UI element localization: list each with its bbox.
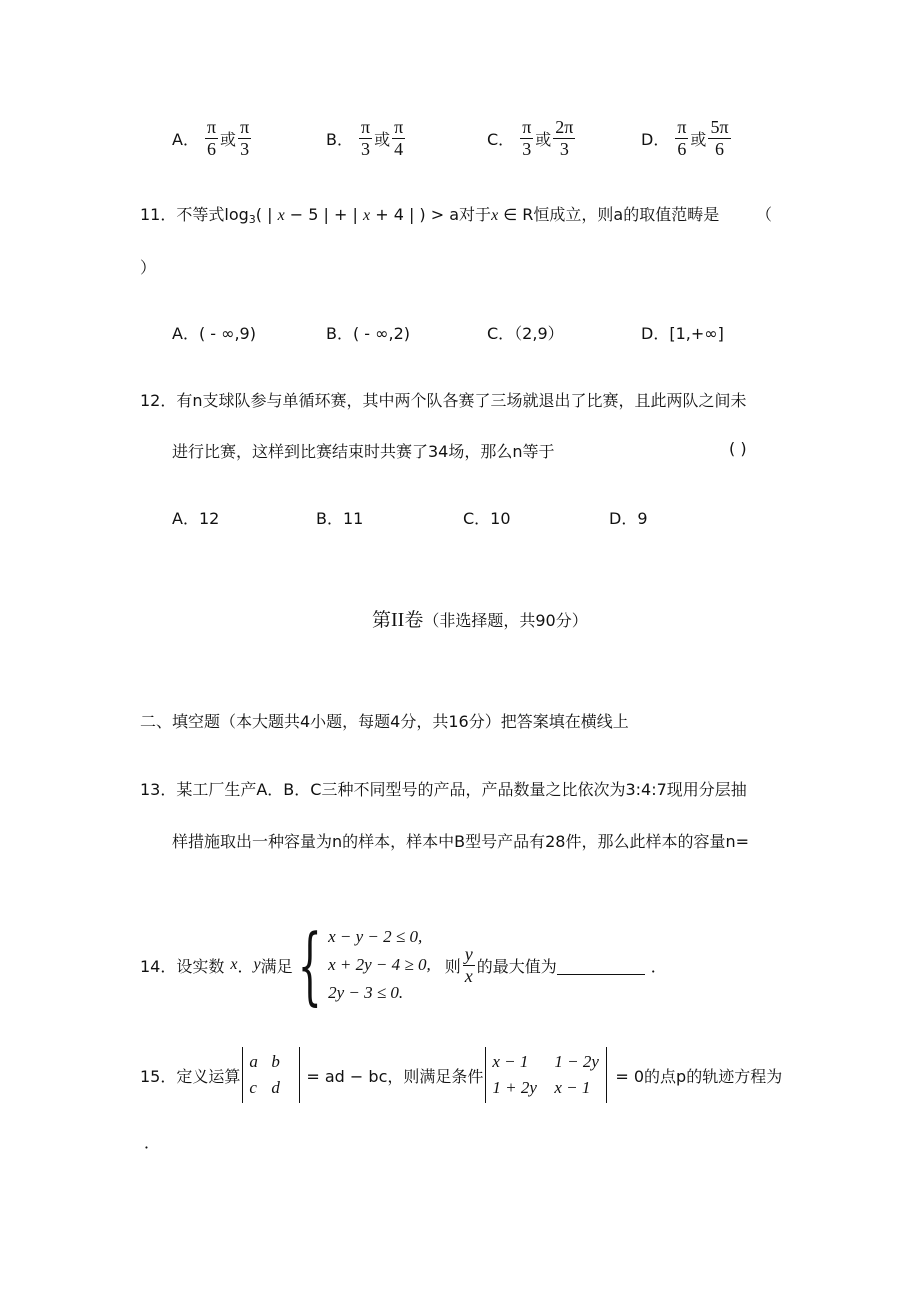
q15-mid: = ad − bc，则满足条件 <box>306 1066 484 1086</box>
q12-option-d: D．9 <box>609 509 648 528</box>
det-cell: d <box>271 1078 280 1097</box>
q10-option-c <box>487 118 577 159</box>
q10-options-row <box>172 116 772 164</box>
or-word: 或 <box>690 129 707 149</box>
denominator: 3 <box>240 138 250 159</box>
q10-option-a <box>172 118 253 159</box>
var-x: x <box>277 207 285 224</box>
q14 <box>140 916 667 1014</box>
det-cell: c <box>249 1078 257 1097</box>
part2-roman: II <box>391 609 405 631</box>
numerator: y <box>464 943 473 964</box>
section2-heading: 二、填空题（本大题共4小题，每题4分，共16分）把答案填在横线上 <box>140 712 629 731</box>
q11-option-c: C．（2,9） <box>487 324 564 343</box>
fraction <box>359 118 372 159</box>
det-cell: x − 1 <box>492 1052 529 1071</box>
numerator: 5π <box>710 117 729 137</box>
q11-answer-paren-close: ） <box>140 258 157 277</box>
part2-note: （非选择题，共90分） <box>423 611 588 630</box>
det-cell: a <box>249 1052 258 1071</box>
q12-answer-paren: ( ) <box>729 439 747 458</box>
var-x: x <box>363 207 371 224</box>
q14-tail: 的最大值为 <box>476 956 557 976</box>
q12-option-c: C．10 <box>463 509 511 528</box>
denominator: 3 <box>361 138 371 159</box>
det-cell: 1 + 2y <box>492 1078 537 1097</box>
option-label: D． <box>641 129 670 149</box>
question-number: 11． <box>140 205 177 224</box>
q11-option-d: D．[1,+∞] <box>641 324 724 343</box>
satisfy-word: 满足 <box>260 956 293 976</box>
expr-part: + 4 | ) > a对于 <box>370 205 492 224</box>
question-number: 14．设实数 <box>140 956 225 976</box>
q12-line1: 12．有n支球队参与单循环赛，其中两个队各赛了三场就退出了比赛，且此两队之间未 <box>140 391 747 410</box>
expr-part: − 5 | + | <box>284 205 363 224</box>
answer-blank[interactable] <box>557 956 645 975</box>
fraction <box>520 118 533 159</box>
numerator: π <box>206 117 217 137</box>
determinant-abcd <box>242 1047 300 1103</box>
q11-answer-paren-open: （ <box>756 205 773 224</box>
q12-option-b: B．11 <box>316 509 364 528</box>
det-cell: b <box>271 1052 280 1071</box>
denominator: 6 <box>207 138 216 159</box>
det-cell: 1 − 2y <box>554 1052 599 1071</box>
q10-option-b <box>326 118 407 159</box>
fraction <box>205 118 218 159</box>
then-word: 则 <box>444 956 461 976</box>
numerator: π <box>394 117 404 137</box>
separator: ． <box>237 956 254 976</box>
var-x: x <box>491 207 499 224</box>
option-label: C． <box>487 129 515 149</box>
q12-option-a: A．12 <box>172 509 220 528</box>
log-symbol: log <box>224 205 249 224</box>
q11-option-a: A．( - ∞,9) <box>172 324 256 343</box>
end-mark: ． <box>650 956 667 976</box>
or-word: 或 <box>374 129 391 149</box>
fraction <box>675 118 688 159</box>
q11-option-b: B．( - ∞,2) <box>326 324 411 343</box>
denominator: 3 <box>559 138 569 159</box>
left-brace: { <box>297 916 322 1014</box>
system-row-3: 2y − 3 ≤ 0. <box>328 983 404 1002</box>
part2-suffix: 卷 <box>404 610 424 631</box>
denominator: 3 <box>522 138 532 159</box>
q12-line2: 进行比赛，这样到比赛结束时共赛了34场，那么n等于 <box>172 442 555 461</box>
option-label: A． <box>172 129 199 149</box>
fraction <box>708 118 730 159</box>
det-cell: x − 1 <box>554 1078 591 1097</box>
q15-end-dot: ． <box>144 1133 161 1152</box>
part2-prefix: 第 <box>372 610 392 631</box>
q11-stem <box>140 202 719 226</box>
denominator: x <box>464 965 473 986</box>
q10-option-d <box>641 118 733 159</box>
expr-part: ∈ R恒成立，则a的取值范畴是 <box>498 205 720 224</box>
option-label: B． <box>326 129 353 149</box>
numerator: π <box>240 117 250 137</box>
numerator: π <box>677 117 687 137</box>
numerator: π <box>360 117 371 137</box>
q15 <box>140 1045 782 1105</box>
or-word: 或 <box>535 129 552 149</box>
q13-line2: 样措施取出一种容量为n的样本，样本中B型号产品有28件，那么此样本的容量n= <box>172 832 750 851</box>
denominator: 6 <box>714 138 724 159</box>
inequality-system <box>293 916 431 1014</box>
question-number: 15．定义运算 <box>140 1066 241 1086</box>
determinant-condition <box>485 1047 607 1103</box>
numerator: 2π <box>555 117 574 137</box>
numerator: π <box>522 117 532 137</box>
system-rows <box>328 923 431 1007</box>
q13-line1: 13．某工厂生产A．B．C三种不同型号的产品，产品数量之比依次为3:4:7现用分层抽 <box>140 780 747 799</box>
or-word: 或 <box>220 129 237 149</box>
denominator: 6 <box>677 138 687 159</box>
var-y: y <box>253 956 261 973</box>
expr-part: ( | <box>255 205 278 224</box>
var-x: x <box>230 956 238 973</box>
fraction <box>553 118 575 159</box>
q15-tail: = 0的点p的轨迹方程为 <box>615 1066 783 1086</box>
fraction <box>392 118 405 159</box>
fraction-y-over-x <box>463 945 475 986</box>
part2-heading <box>372 605 588 632</box>
fraction <box>238 118 251 159</box>
system-row-1: x − y − 2 ≤ 0, <box>328 927 423 946</box>
q11-text: 不等式 <box>176 205 225 224</box>
system-row-2: x + 2y − 4 ≥ 0, <box>328 955 431 974</box>
denominator: 4 <box>394 138 404 159</box>
log-base: 3 <box>248 213 256 226</box>
